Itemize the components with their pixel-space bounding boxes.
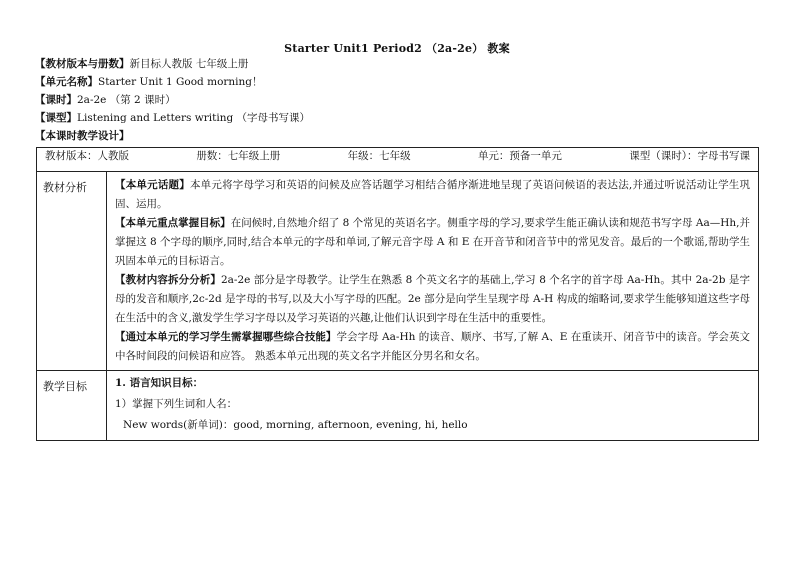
meta-value: Listening and Letters writing （字母书写课） — [77, 112, 311, 124]
meta-textbook-version — [35, 58, 248, 71]
goals-subheading: 1）掌握下列生词和人名： — [115, 398, 238, 410]
analysis-paragraph: 【本单元话题】本单元将字母学习和英语的问候及应答话题学习相结合循序渐进地呈现了英语问候语的表达法,并通过听说活动让学生巩固、运用。 — [115, 179, 751, 210]
header-volume: 册数：七年级上册 — [196, 150, 281, 162]
goals-content — [107, 371, 759, 441]
header-version: 教材版本：人教版 — [45, 150, 129, 162]
table-header-row — [37, 148, 759, 172]
meta-label: 【教材版本与册数】 — [35, 58, 130, 70]
header-unit: 单元：预备一单元 — [477, 150, 562, 162]
meta-label: 【课型】 — [35, 112, 77, 124]
header-grade: 年级：七年级 — [347, 150, 411, 162]
meta-value: 新目标人教版 七年级上册 — [129, 58, 249, 70]
table-row-analysis — [37, 172, 759, 371]
analysis-paragraph: 【本单元重点掌握目标】在问候时,自然地介绍了 8 个常见的英语名字。侧重字母的学习,要求学生能正确认读和规范书写字母 Aa—Hh,并掌握这 8 个字母的顺序,同时,结合本单元的字母和单词,了解元音字母 A 和 E 在开音节和闭音节中的常见发音。最后的一个歌谣,帮助学生巩固本单元的目标语言。 — [115, 217, 751, 267]
meta-label: 【单元名称】 — [35, 76, 98, 88]
analysis-label: 教材分析 — [37, 172, 107, 371]
meta-label: 【课时】 — [35, 94, 77, 106]
goals-heading: 1. 语言知识目标： — [115, 377, 204, 389]
meta-lesson-type — [35, 112, 310, 125]
meta-period — [35, 94, 176, 107]
lesson-plan-table — [36, 147, 759, 441]
meta-value: Starter Unit 1 Good morning！ — [98, 76, 263, 88]
analysis-paragraph: 【教材内容拆分分析】2a-2e 部分是字母教学。让学生在熟悉 8 个英文名字的基础上,学习 8 个名字的首字母 Aa-Hh。其中 2a-2b 是字母的发音和顺序,2c-2d 是字母的书写,以及大小写字母的匹配。2e 部分是向学生呈现字母 A-H 构成的缩略词,要求学生能够知道这些字母在生活中的含义,激发学生学习字母以及学习英语的兴趣,让他们认识到字母在生活中的重要性。 — [115, 274, 750, 324]
meta-unit-name — [35, 76, 263, 89]
analysis-paragraph: 【通过本单元的学习学生需掌握哪些综合技能】学会字母 Aa-Hh 的读音、顺序、书写,了解 A、E 在重读开、闭音节中的读音。学会英文中各时间段的问候语和应答。 熟悉本单元出现的英文名字并能区分男名和女名。 — [115, 331, 750, 362]
meta-label: 【本课时教学设计】 — [35, 130, 130, 142]
table-row-goals — [37, 371, 759, 441]
header-type: 课型（课时）：字母书写课 — [629, 150, 750, 162]
document-title: Starter Unit1 Period2 （2a-2e） 教案 — [284, 42, 510, 55]
goals-new-words: New words(新单词)：good, morning, afternoon, evening, hi, hello — [123, 419, 468, 431]
meta-value: 2a-2e （第 2 课时） — [77, 94, 176, 106]
meta-lesson-design — [35, 130, 130, 143]
analysis-content — [107, 172, 759, 371]
goals-label: 教学目标 — [37, 371, 107, 441]
